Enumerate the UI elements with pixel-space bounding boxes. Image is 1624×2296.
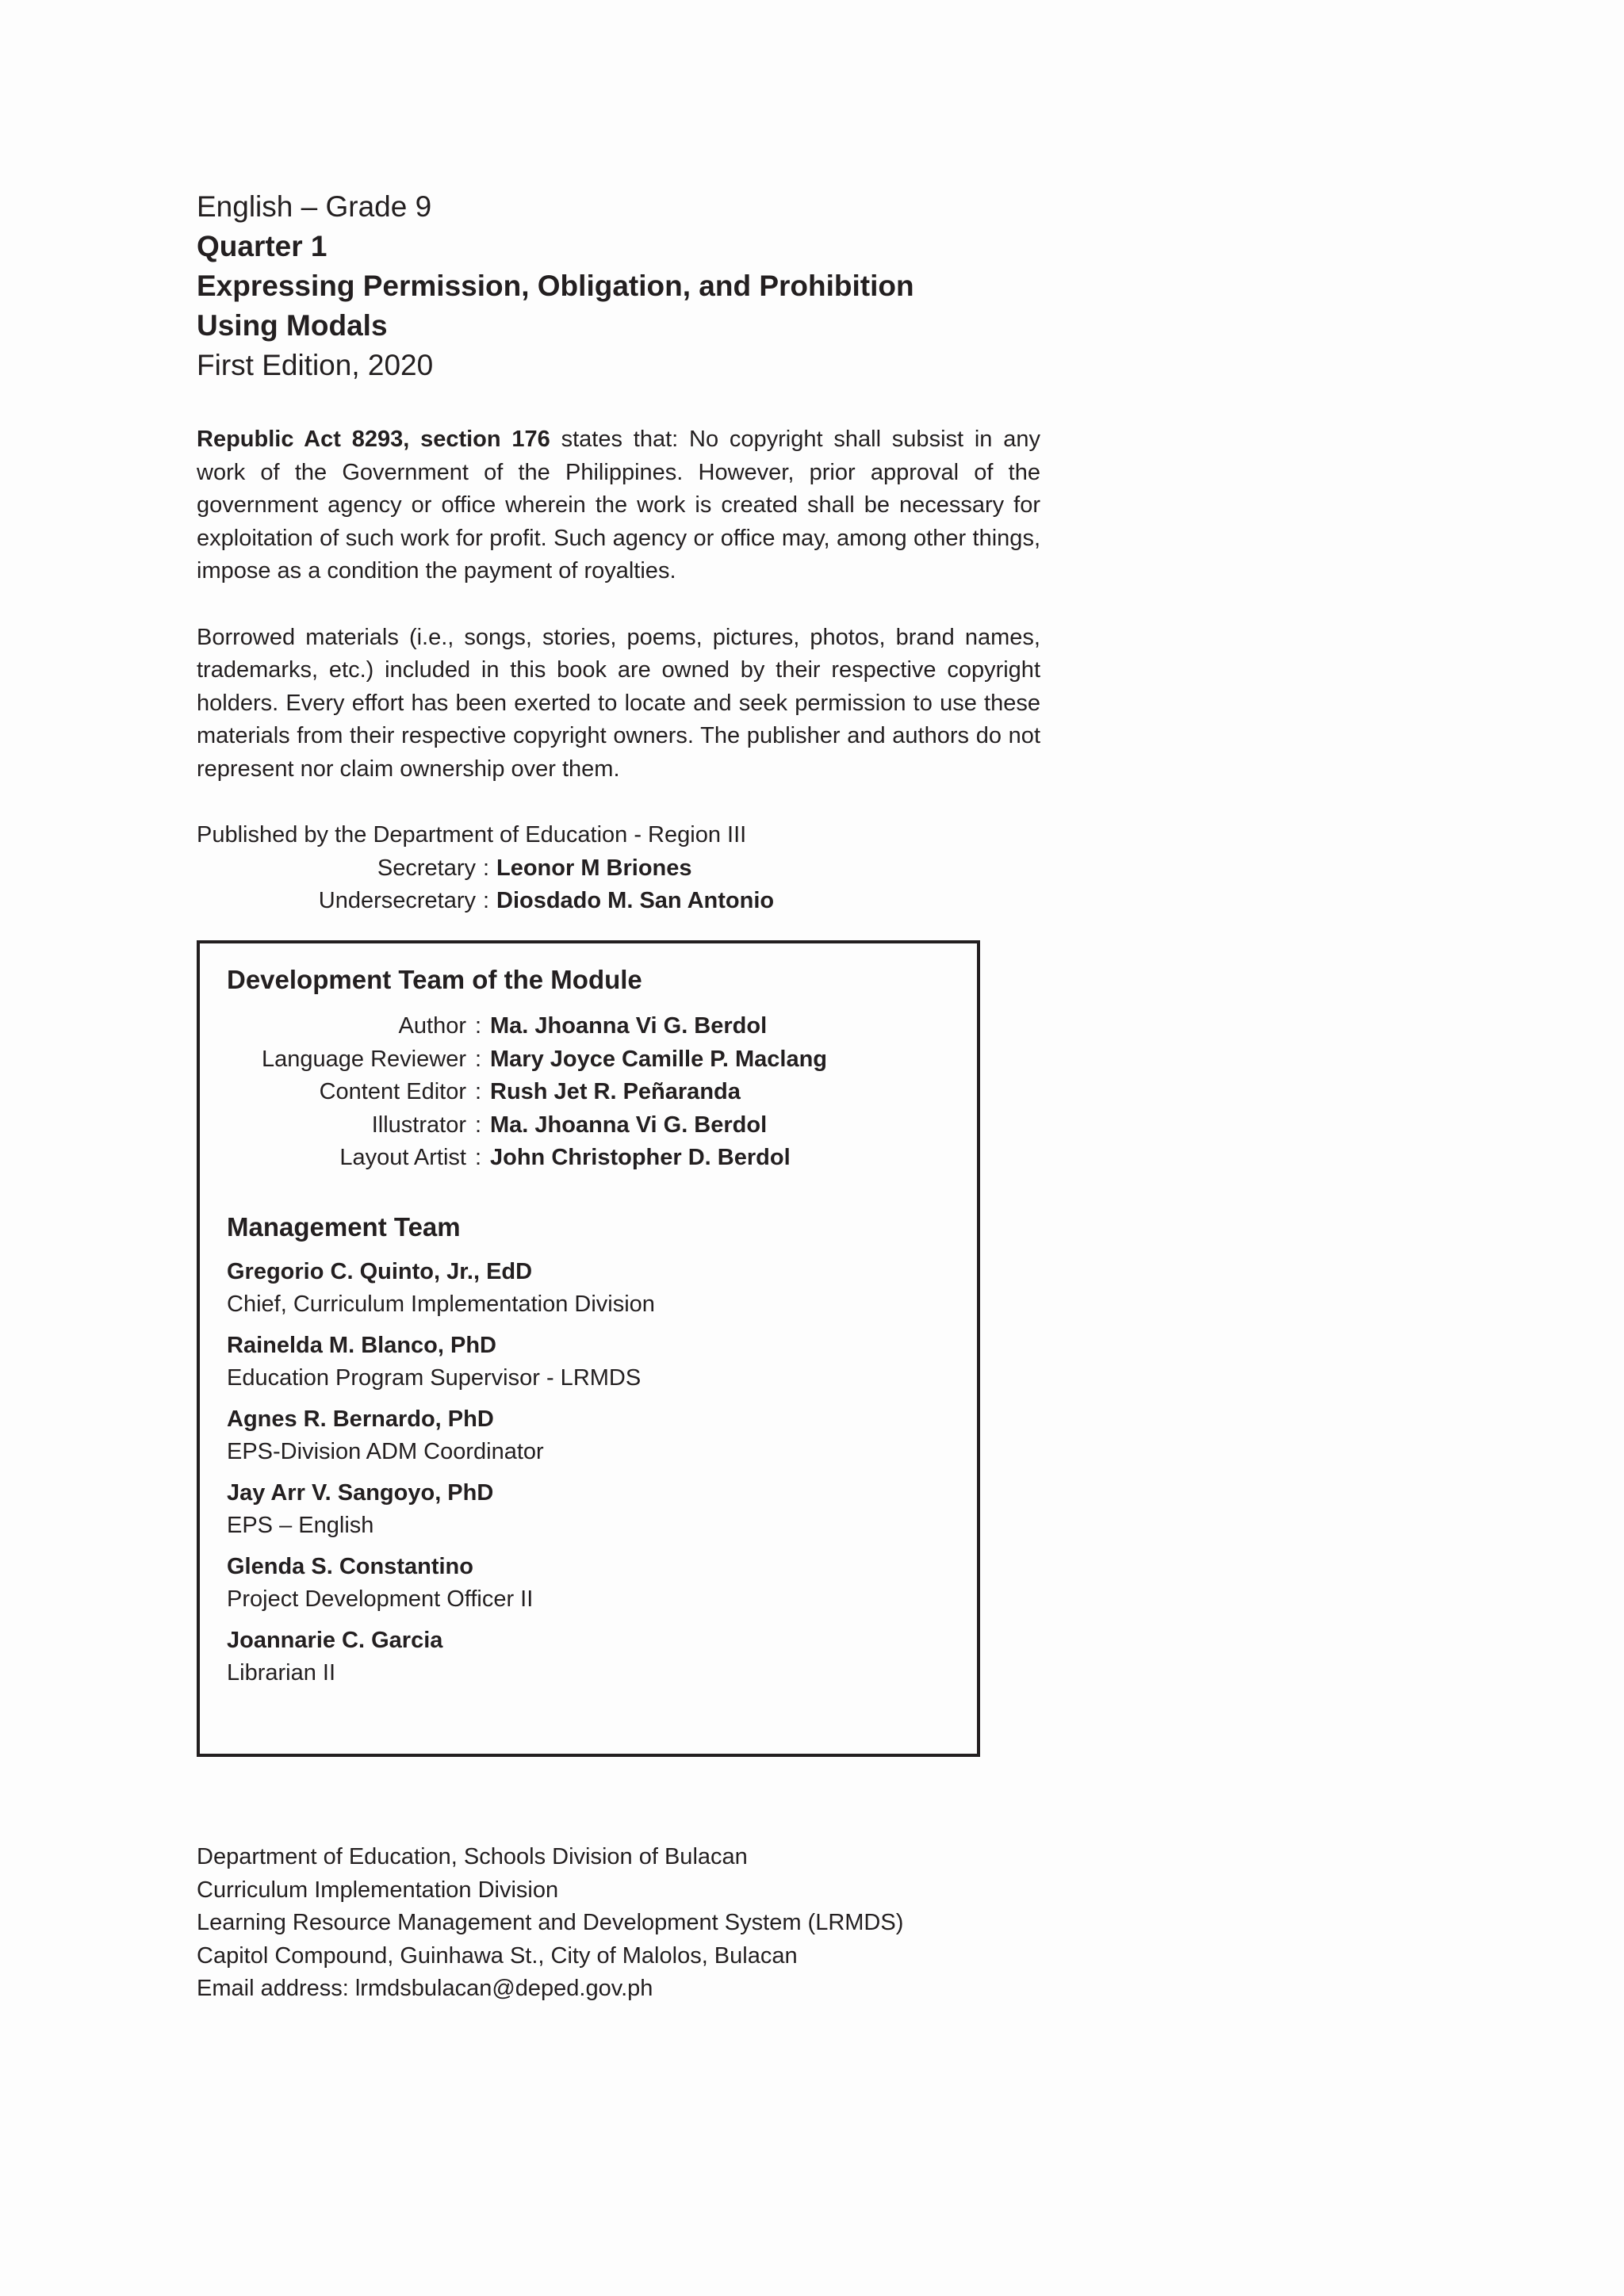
dev-team-row [227, 1010, 977, 1043]
member-name: Jay Arr V. Sangoyo, PhD [227, 1479, 494, 1506]
copyright-law-paragraph [197, 423, 1040, 588]
edition-line: First Edition, 2020 [197, 349, 434, 381]
official-row [197, 885, 1040, 918]
address-line: Capitol Compound, Guinhawa St., City of Malolos, Bulacan [197, 1942, 798, 1969]
dev-team-title: Development Team of the Module [227, 965, 642, 994]
law-reference: Republic Act 8293, section 176 [197, 427, 550, 452]
subject-line: English – Grade 9 [197, 190, 432, 223]
colon-separator: : [482, 888, 490, 913]
dev-role: Layout Artist [339, 1145, 466, 1170]
member-role: Chief, Curriculum Implementation Division [227, 1292, 655, 1317]
management-team-title: Management Team [227, 1211, 461, 1242]
management-member [227, 1477, 977, 1543]
dev-role: Content Editor [319, 1079, 466, 1104]
team-box [197, 940, 980, 1757]
module-title-line-2: Using Modals [197, 309, 388, 342]
copyright-page-main [197, 187, 1040, 918]
publisher-address-block [197, 1841, 903, 2006]
member-name: Agnes R. Bernardo, PhD [227, 1406, 494, 1432]
dev-name: Rush Jet R. Peñaranda [490, 1079, 741, 1104]
borrowed-materials-paragraph: Borrowed materials (i.e., songs, stories, poems, pictures, photos, brand names, trademarks, etc.) included in this book are owned by their respective copyright holders. Every effort has been exerted to locate and seek permission to use these materials from their respective copyright owners. The publisher and authors do not represent nor claim ownership over them. [197, 624, 1040, 782]
member-role: EPS – English [227, 1513, 374, 1538]
address-line: Curriculum Implementation Division [197, 1877, 559, 1903]
member-name: Glenda S. Constantino [227, 1553, 473, 1579]
member-role: Education Program Supervisor - LRMDS [227, 1365, 642, 1391]
dev-team-row [227, 1142, 977, 1175]
colon-separator: : [482, 855, 490, 881]
dev-team-row [227, 1076, 977, 1109]
management-member [227, 1551, 977, 1617]
colon-separator: : [474, 1145, 482, 1170]
official-role: Secretary [377, 855, 476, 881]
dev-name: John Christopher D. Berdol [490, 1145, 791, 1170]
address-line: Learning Resource Management and Development System (LRMDS) [197, 1910, 904, 1935]
dev-name: Ma. Jhoanna Vi G. Berdol [490, 1112, 768, 1138]
email-line: Email address: lrmdsbulacan@deped.gov.ph [197, 1976, 653, 2001]
official-name: Leonor M Briones [496, 855, 692, 881]
dev-role: Language Reviewer [262, 1046, 466, 1072]
law-text: states that: No copyright shall subsist in any work of the Government of the Philippines. However, prior approval of the government agency or office wherein the work is created shall be necessary for exploitation of such work for profit. Such agency or office may, among other things, impose as a condition the payment of royalties. [197, 427, 1040, 584]
dev-name: Ma. Jhoanna Vi G. Berdol [490, 1013, 768, 1039]
publisher-line: Published by the Department of Education - Region III [197, 822, 747, 848]
member-role: Librarian II [227, 1660, 336, 1686]
dev-role: Illustrator [371, 1112, 466, 1138]
dev-role: Author [398, 1013, 466, 1039]
member-role: Project Development Officer II [227, 1586, 534, 1612]
official-name: Diosdado M. San Antonio [496, 888, 775, 913]
member-role: EPS-Division ADM Coordinator [227, 1439, 544, 1464]
official-row [197, 852, 1040, 886]
member-name: Joannarie C. Garcia [227, 1627, 443, 1653]
dev-name: Mary Joyce Camille P. Maclang [490, 1046, 828, 1072]
dev-team-row [227, 1043, 977, 1077]
quarter-line: Quarter 1 [197, 230, 327, 262]
colon-separator: : [474, 1079, 482, 1104]
colon-separator: : [474, 1013, 482, 1039]
address-line: Department of Education, Schools Division of Bulacan [197, 1844, 748, 1869]
management-member [227, 1256, 977, 1322]
management-member [227, 1624, 977, 1690]
dev-team-row [227, 1109, 977, 1142]
module-title-line-1: Expressing Permission, Obligation, and Prohibition [197, 270, 914, 302]
management-member [227, 1330, 977, 1395]
official-role: Undersecretary [318, 888, 476, 913]
management-member [227, 1403, 977, 1469]
colon-separator: : [474, 1046, 482, 1072]
member-name: Gregorio C. Quinto, Jr., EdD [227, 1258, 533, 1284]
colon-separator: : [474, 1112, 482, 1138]
member-name: Rainelda M. Blanco, PhD [227, 1332, 496, 1358]
